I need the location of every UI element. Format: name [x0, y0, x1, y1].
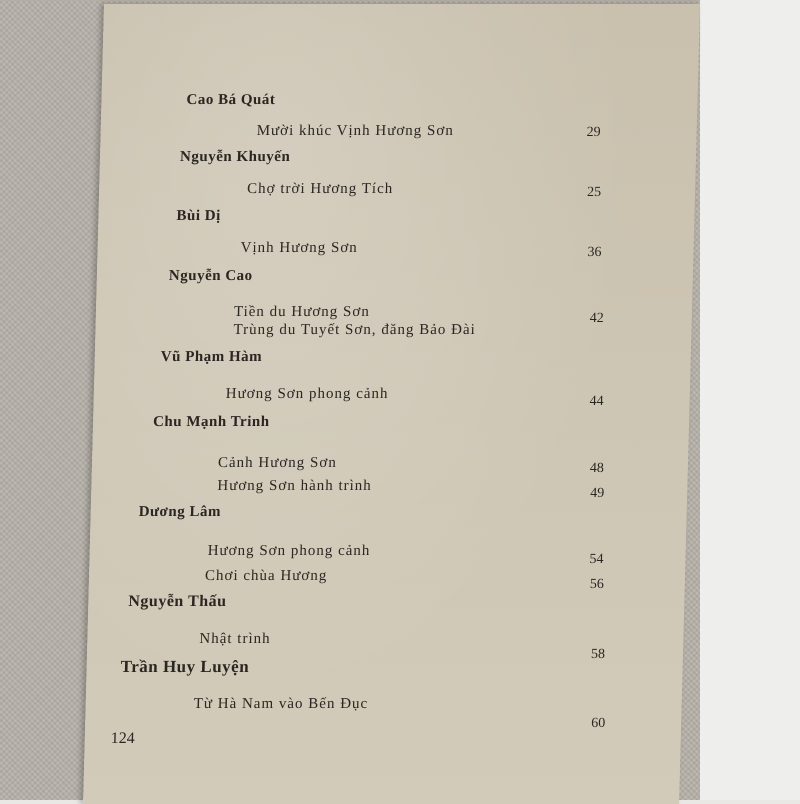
- poem-title: Chợ trời Hương Tích: [246, 181, 394, 197]
- page-ref: 48: [589, 461, 605, 476]
- page-number: 124: [110, 730, 135, 747]
- poem-title: Cảnh Hương Sơn: [217, 455, 338, 471]
- page-ref: 29: [586, 125, 601, 140]
- author-name: Dương Lâm: [138, 504, 222, 520]
- poem-title: Hương Sơn phong cảnh: [207, 543, 371, 559]
- page-ref: 54: [589, 552, 604, 567]
- page-ref: 44: [589, 394, 604, 409]
- author-name: Chu Mạnh Trinh: [152, 414, 270, 430]
- poem-title: Hương Sơn phong cảnh: [225, 386, 389, 402]
- poem-title: Mười khúc Vịnh Hương Sơn: [256, 123, 455, 139]
- author-name: Trần Huy Luyện: [120, 657, 250, 676]
- poem-title: Chơi chùa Hương: [204, 568, 328, 584]
- author-name: Nguyễn Cao: [168, 268, 253, 284]
- book-page: [83, 4, 700, 804]
- poem-title: Hương Sơn hành trình: [217, 478, 373, 494]
- poem-title: Nhật trình: [199, 631, 271, 647]
- poem-title: Từ Hà Nam vào Bến Đục: [193, 696, 369, 712]
- poem-title: Trùng du Tuyết Sơn, đăng Bảo Đài: [233, 322, 477, 338]
- author-name: Bùi Dị: [176, 208, 221, 224]
- page-ref: 25: [586, 185, 602, 200]
- poem-title: Vịnh Hương Sơn: [240, 240, 358, 256]
- page-ref: 60: [590, 716, 606, 731]
- author-name: Nguyễn Thấu: [128, 593, 227, 610]
- poem-title: Tiền du Hương Sơn: [233, 304, 371, 320]
- page-ref: 49: [589, 486, 605, 501]
- page-ref: 56: [589, 577, 604, 592]
- background-right: [700, 0, 800, 800]
- page-ref: 58: [590, 647, 606, 662]
- page-ref: 42: [589, 311, 604, 326]
- author-name: Vũ Phạm Hàm: [160, 349, 263, 365]
- author-name: Cao Bá Quát: [186, 92, 276, 108]
- author-name: Nguyễn Khuyến: [179, 149, 291, 165]
- page-ref: 36: [587, 245, 602, 260]
